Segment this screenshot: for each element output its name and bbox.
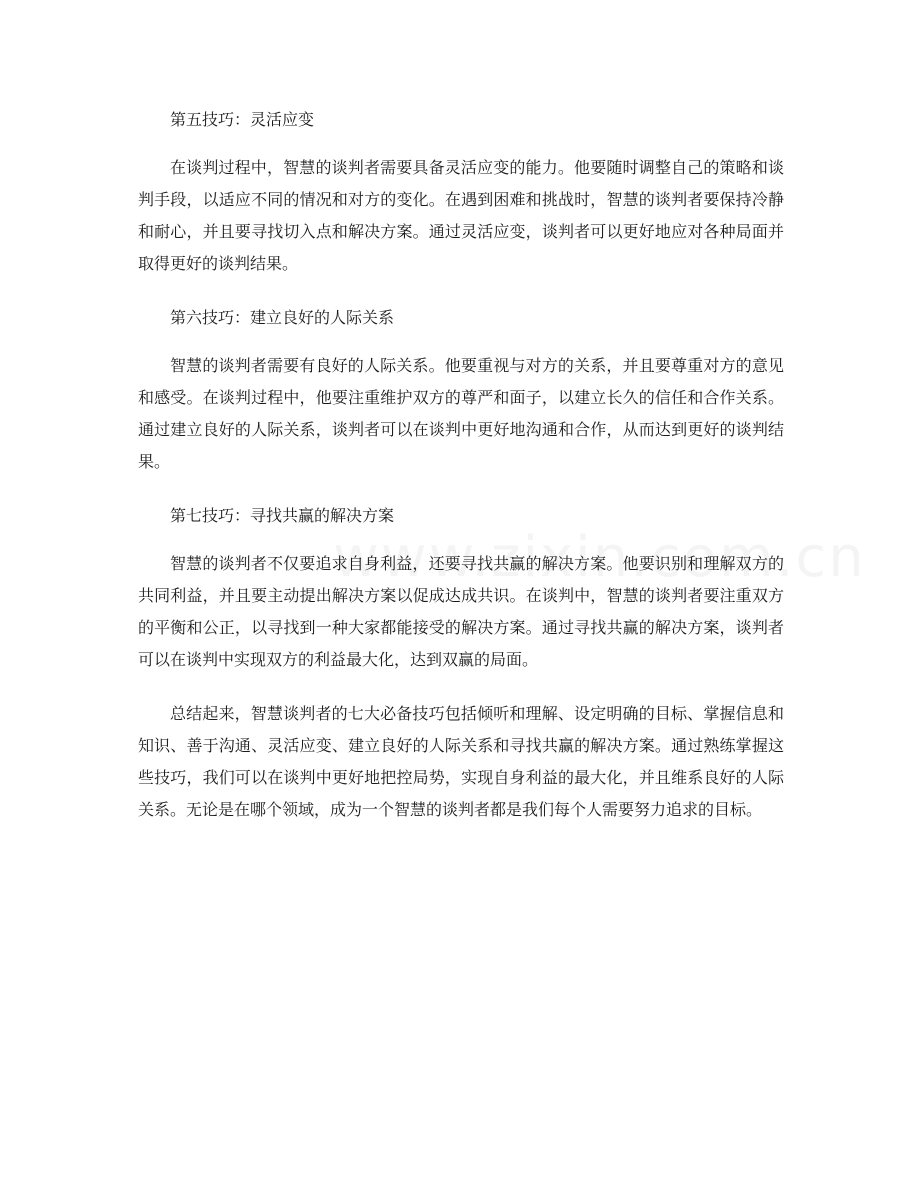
section-heading-6: 第六技巧：建立良好的人际关系	[170, 308, 395, 327]
section-body-5: 在谈判过程中，智慧的谈判者需要具备灵活应变的能力。他要随时调整自己的策略和谈判手段，以适应不同的情况和对方的变化。在遇到困难和挑战时，智慧的谈判者要保持冷静和耐心，并且要寻找切入点和解决方案。通过灵活应变，谈判者可以更好地应对各种局面并取得更好的谈判结果。	[138, 158, 784, 273]
section-heading-5: 第五技巧：灵活应变	[170, 110, 315, 129]
conclusion-paragraph: 总结起来，智慧谈判者的七大必备技巧包括倾听和理解、设定明确的目标、掌握信息和知识、善于沟通、灵活应变、建立良好的人际关系和寻找共赢的解决方案。通过熟练掌握这些技巧，我们可以在谈判中更好地把控局势，实现自身利益的最大化，并且维系良好的人际关系。无论是在哪个领域，成为一个智慧的谈判者都是我们每个人需要努力追求的目标。	[138, 704, 784, 819]
document-page	[138, 104, 784, 826]
section-body-6: 智慧的谈判者需要有良好的人际关系。他要重视与对方的关系，并且要尊重对方的意见和感受。在谈判过程中，他要注重维护双方的尊严和面子，以建立长久的信任和合作关系。通过建立良好的人际关系，谈判者可以在谈判中更好地沟通和合作，从而达到更好的谈判结果。	[138, 356, 784, 471]
section-body-7: 智慧的谈判者不仅要追求自身利益，还要寻找共赢的解决方案。他要识别和理解双方的共同利益，并且要主动提出解决方案以促成达成共识。在谈判中，智慧的谈判者要注重双方的平衡和公正，以寻找到一种大家都能接受的解决方案。通过寻找共赢的解决方案，谈判者可以在谈判中实现双方的利益最大化，达到双赢的局面。	[138, 554, 784, 669]
section-heading-7: 第七技巧：寻找共赢的解决方案	[170, 506, 395, 525]
